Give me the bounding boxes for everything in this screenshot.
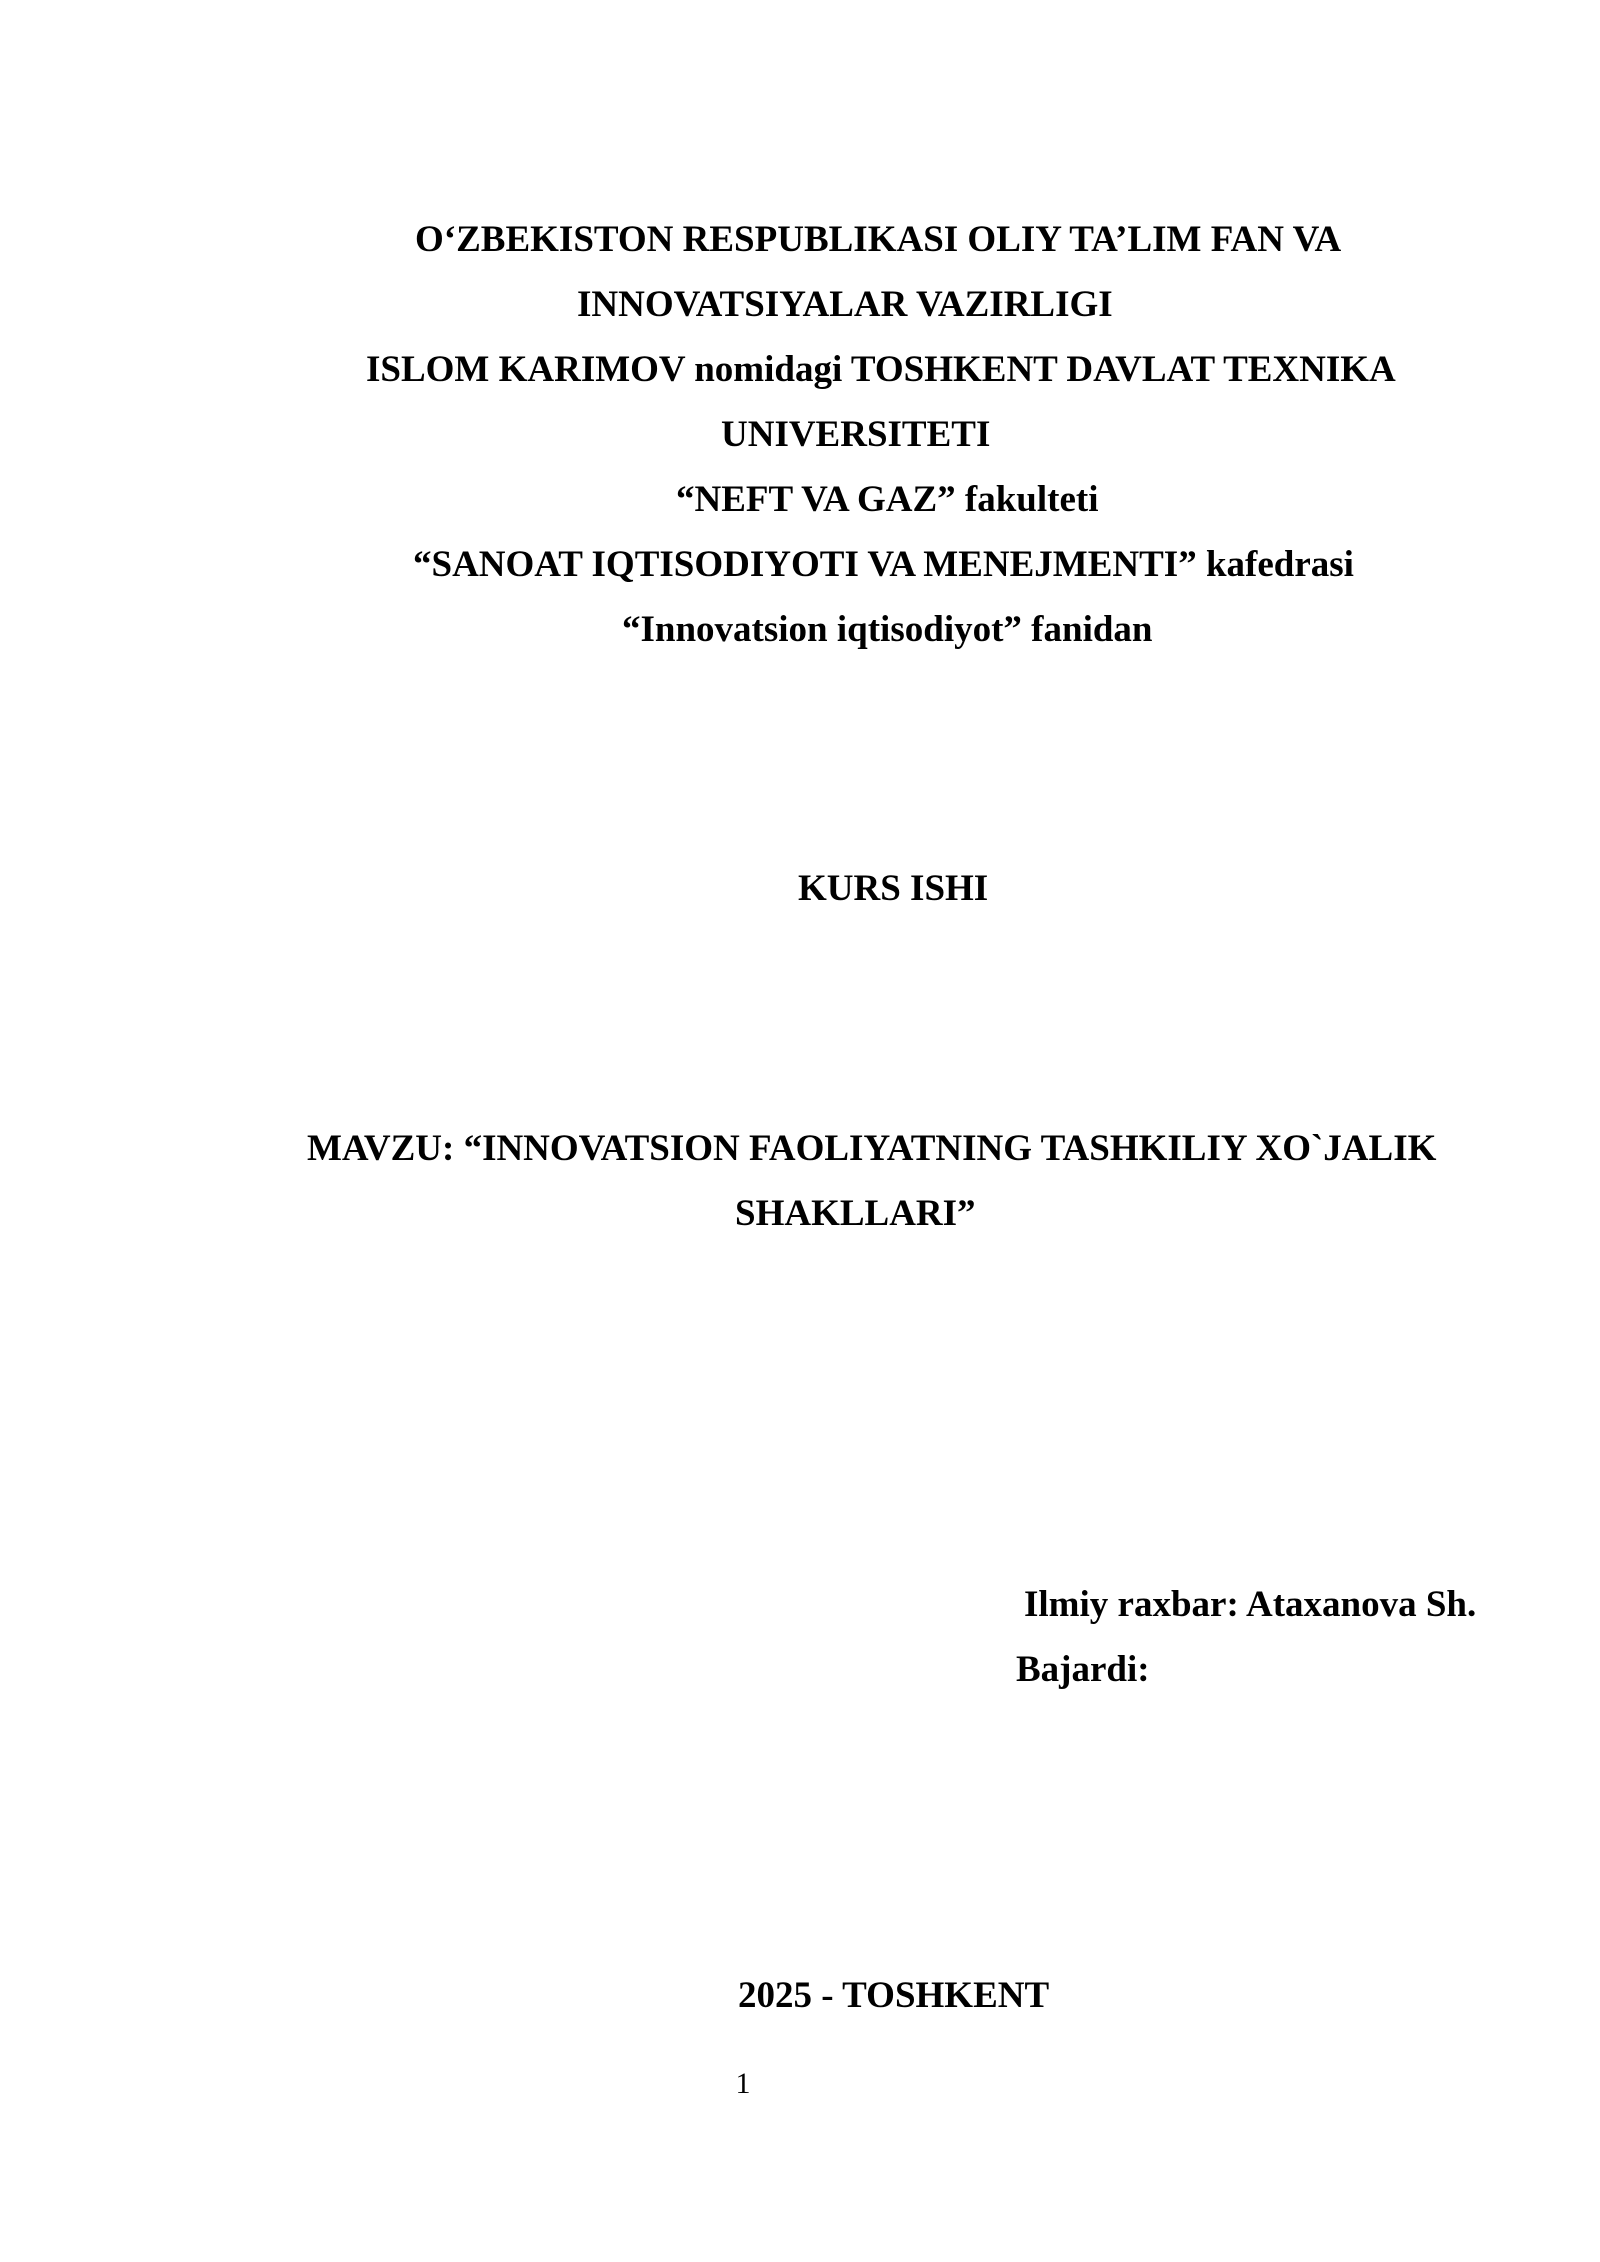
page-number: 1 (735, 2067, 751, 2100)
work-type-title: KURS ISHI (798, 868, 989, 909)
supervisor-label: Ilmiy raxbar: Ataxanova Sh. (1024, 1584, 1477, 1625)
department-name: “SANOAT IQTISODIYOTI VA MENEJMENTI” kafedrasi (413, 544, 1354, 585)
university-line-2: UNIVERSITETI (721, 414, 991, 455)
performed-by-label: Bajardi: (1016, 1649, 1150, 1690)
topic-line-2: SHAKLLARI” (735, 1193, 976, 1234)
faculty-name: “NEFT VA GAZ” fakulteti (676, 479, 1099, 520)
ministry-line-1: O‘ZBEKISTON RESPUBLIKASI OLIY TA’LIM FAN VA (415, 219, 1342, 260)
year-city: 2025 - TOSHKENT (738, 1975, 1050, 2016)
subject-name: “Innovatsion iqtisodiyot” fanidan (622, 609, 1153, 650)
ministry-line-2: INNOVATSIYALAR VAZIRLIGI (577, 284, 1113, 325)
topic-line-1: MAVZU: “INNOVATSION FAOLIYATNING TASHKILIY XO`JALIK (307, 1128, 1437, 1169)
university-line-1: ISLOM KARIMOV nomidagi TOSHKENT DAVLAT TEXNIKA (366, 349, 1396, 390)
